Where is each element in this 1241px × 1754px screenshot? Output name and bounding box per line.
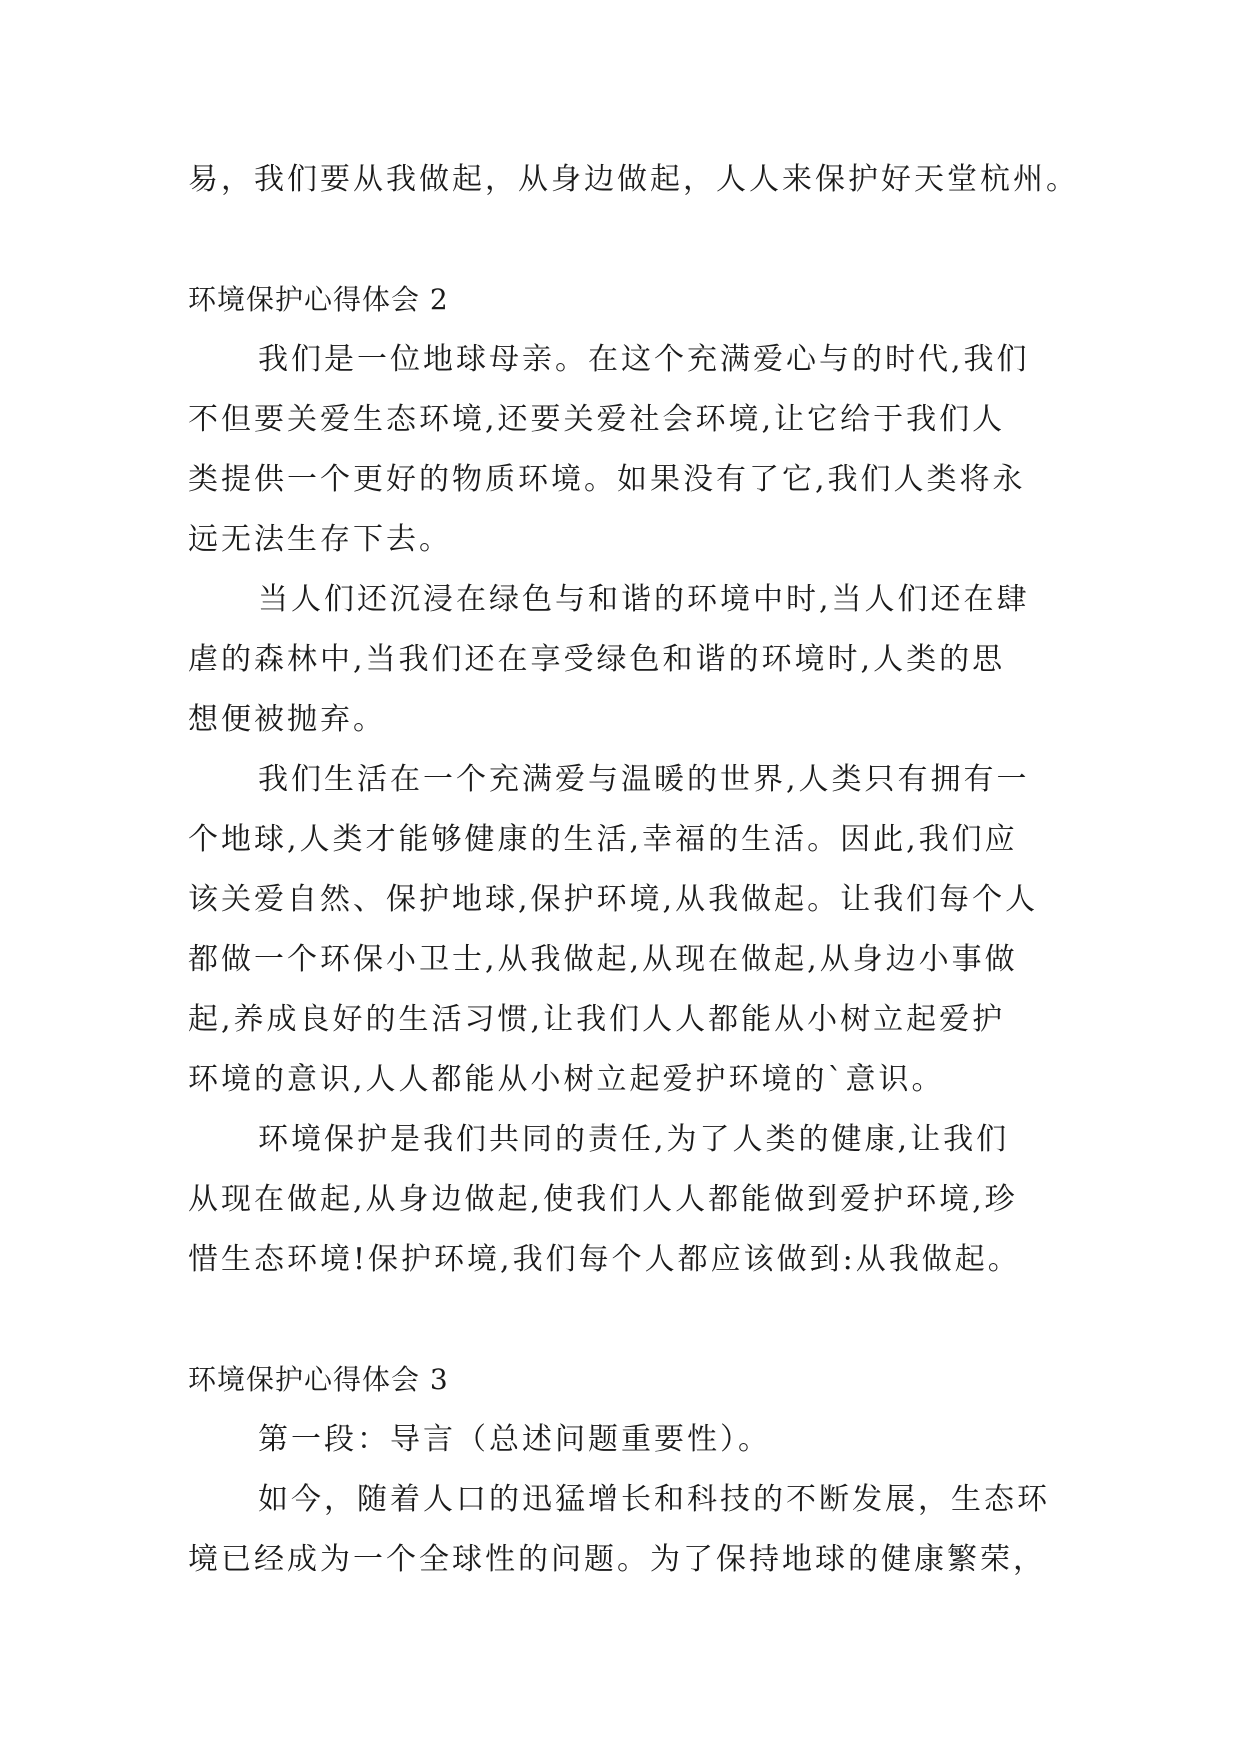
text-line: 惜生态环境!保护环境,我们每个人都应该做到:从我做起。 [188, 1242, 1021, 1277]
text-line: 境已经成为一个全球性的问题。为了保持地球的健康繁荣， [188, 1542, 1046, 1577]
text-line: 想便被抛弃。 [188, 702, 386, 737]
document-page [188, 150, 1079, 1590]
section-3-title: 环境保护心得体会 3 [188, 1363, 449, 1396]
text-line: 环境保护是我们共同的责任,为了人类的健康,让我们 [258, 1122, 1010, 1157]
text-line: 环境的意识,人人都能从小树立起爱护环境的`意识。 [188, 1062, 945, 1097]
text-line: 从现在做起,从身边做起,使我们人人都能做到爱护环境,珍 [188, 1182, 1018, 1217]
section-2-paragraph-3 [188, 750, 1058, 1110]
section-2-paragraph-1 [188, 330, 1058, 570]
text-line: 起,养成良好的生活习惯,让我们人人都能从小树立起爱护 [188, 1002, 1006, 1037]
text-line: 远无法生存下去。 [188, 522, 452, 557]
text-line: 类提供一个更好的物质环境。如果没有了它,我们人类将永 [188, 462, 1026, 497]
section-2-title: 环境保护心得体会 2 [188, 283, 449, 316]
text-line: 当人们还沉浸在绿色与和谐的环境中时,当人们还在肆 [258, 582, 1030, 617]
text-line: 个地球,人类才能够健康的生活,幸福的生活。因此,我们应 [188, 822, 1018, 857]
section-2-paragraph-2 [188, 570, 1058, 750]
text-line: 该关爱自然、保护地球,保护环境,从我做起。让我们每个人 [188, 882, 1039, 917]
intro-line: 易，我们要从我做起，从身边做起，人人来保护好天堂杭州。 [188, 162, 1079, 197]
text-line: 都做一个环保小卫士,从我做起,从现在做起,从身边小事做 [188, 942, 1018, 977]
text-line: 我们是一位地球母亲。在这个充满爱心与的时代,我们 [258, 342, 1030, 377]
section-gap [188, 210, 1058, 270]
section-3-paragraph-2 [188, 1470, 1058, 1590]
text-line: 虐的森林中,当我们还在享受绿色和谐的环境时,人类的思 [188, 642, 1006, 677]
text-line: 不但要关爱生态环境,还要关爱社会环境,让它给于我们人 [188, 402, 1006, 437]
text-line: 如今，随着人口的迅猛增长和科技的不断发展，生态环 [258, 1482, 1050, 1517]
text-line: 第一段：导言（总述问题重要性）。 [258, 1422, 771, 1457]
text-line: 我们生活在一个充满爱与温暖的世界,人类只有拥有一 [258, 762, 1030, 797]
section-2-paragraph-4 [188, 1110, 1058, 1290]
section-3-paragraph-1 [188, 1410, 1058, 1470]
section-gap [188, 1290, 1058, 1350]
